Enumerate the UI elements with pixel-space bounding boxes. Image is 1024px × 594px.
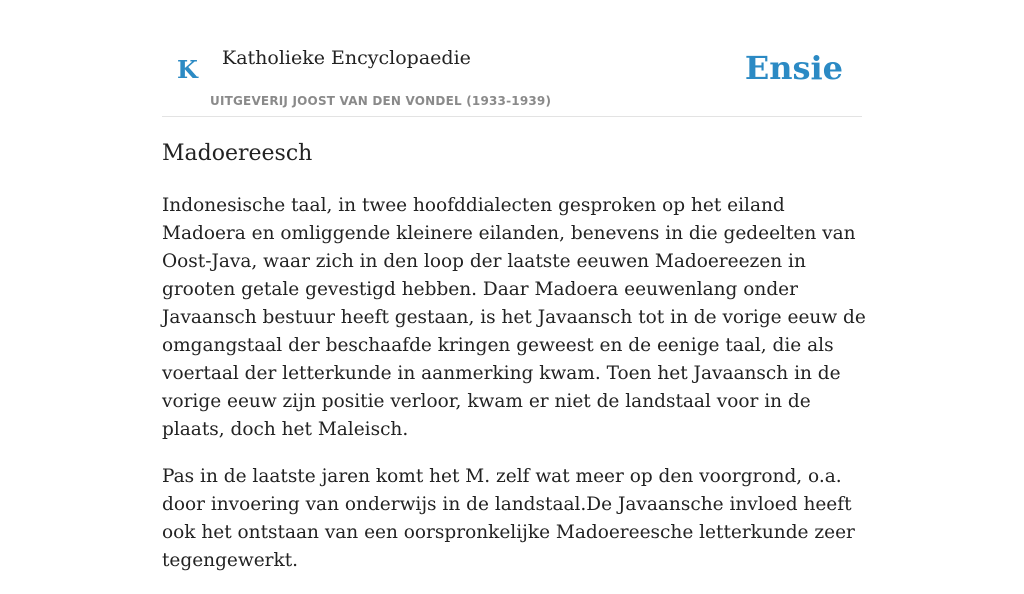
- publisher-subtitle: UITGEVERIJ JOOST VAN DEN VONDEL (1933-1939): [210, 94, 552, 108]
- article-title: Madoereesch: [162, 141, 313, 166]
- encyclopedia-title[interactable]: Katholieke Encyclopaedie: [222, 47, 471, 69]
- site-header: [162, 0, 862, 117]
- article-body: [162, 192, 868, 594]
- encyclopedia-logo[interactable]: K: [177, 55, 198, 84]
- article-paragraph: Indonesische taal, in twee hoofddialecten gesproken op het eiland Madoera en omliggende kleinere eilanden, benevens in die gedeelten van Oost-Java, waar zich in den loop der laatste eeuwen Madoereezen in grooten getale gevestigd hebben. Daar Madoera eeuwenlang onder Javaansch bestuur heeft gestaan, is het Javaansch tot in de vorige eeuw de omgangstaal der beschaafde kringen geweest en de eenige taal, die als voertaal der letterkunde in aanmerking kwam. Toen het Javaansch in de vorige eeuw zijn positie verloor, kwam er niet de landstaal voor in de plaats, doch het Maleisch.: [162, 195, 866, 440]
- article-paragraph: Pas in de laatste jaren komt het M. zelf wat meer op den voorgrond, o.a. door invoering van onderwijs in de landstaal.De Javaansche invloed heeft ook het ontstaan van een oorspronkelijke Madoereesche letterkunde zeer tegengewerkt.: [162, 466, 855, 571]
- ensie-logo-link[interactable]: Ensie: [744, 49, 843, 87]
